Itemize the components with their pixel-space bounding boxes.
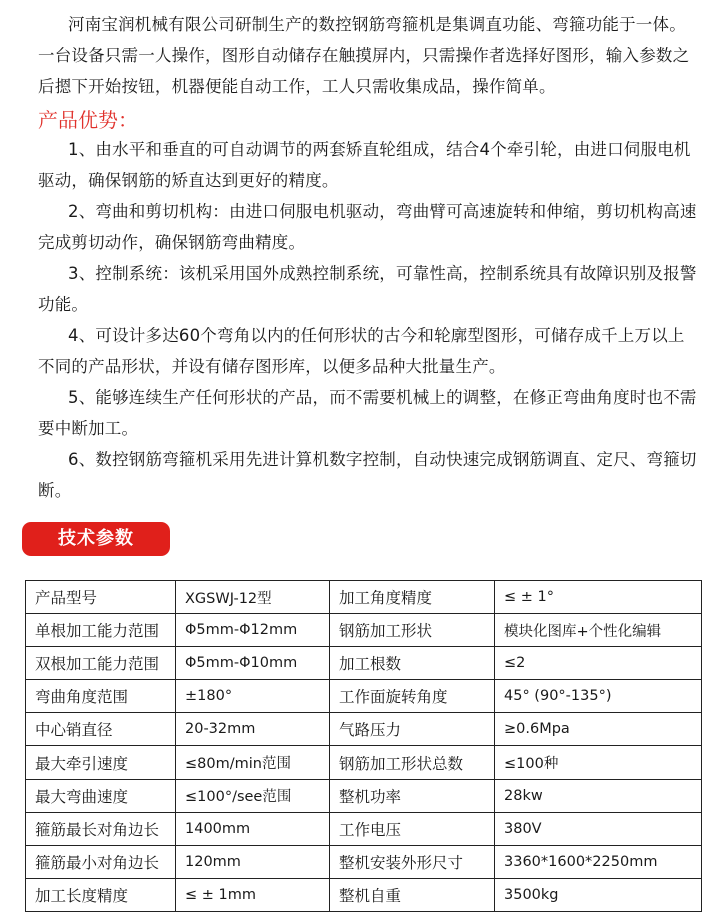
param-label: 整机安装外形尺寸 [330,845,495,878]
param-value: ≤100°/see范围 [176,779,330,812]
advantage-item-6: 6、数控钢筋弯箍机采用先进计算机数字控制，自动快速完成钢筋调直、定尺、弯箍切断。 [38,450,697,500]
param-label: 加工角度精度 [330,581,495,614]
param-value: XGSWJ-12型 [176,581,330,614]
param-value: 20-32mm [176,713,330,746]
param-label: 工作面旋转角度 [330,680,495,713]
advantage-item-2: 2、弯曲和剪切机构：由进口伺服电机驱动，弯曲臂可高速旋转和伸缩，剪切机构高速完成剪切动作，确保钢筋弯曲精度。 [38,202,697,252]
param-label: 中心销直径 [26,713,176,746]
param-value: 3500kg [495,878,702,911]
tech-params-table [25,580,702,912]
advantages-heading: 产品优势： [38,108,138,132]
param-value: 120mm [176,845,330,878]
table-row [26,713,702,746]
param-label: 箍筋最小对角边长 [26,845,176,878]
advantage-item-3: 3、控制系统：该机采用国外成熟控制系统，可靠性高，控制系统具有故障识别及报警功能。 [38,264,697,314]
param-label: 最大牵引速度 [26,746,176,779]
param-value: ±180° [176,680,330,713]
table-row [26,878,702,911]
param-value: 3360*1600*2250mm [495,845,702,878]
param-value: ≤ ± 1mm [176,878,330,911]
intro-paragraph: 河南宝润机械有限公司研制生产的数控钢筋弯箍机是集调直功能、弯箍功能于一体。一台设备只需一人操作，图形自动储存在触摸屏内，只需操作者选择好图形，输入参数之后摁下开始按钮，机器便能自动工作，工人只需收集成品，操作简单。 [38,15,690,96]
param-label: 加工根数 [330,647,495,680]
param-label: 工作电压 [330,812,495,845]
param-value: ≤80m/min范围 [176,746,330,779]
param-label: 双根加工能力范围 [26,647,176,680]
table-row [26,812,702,845]
advantage-item-4: 4、可设计多达60个弯角以内的任何形状的古今和轮廓型图形，可储存成千上万以上不同的产品形状，并设有储存图形库，以便多品种大批量生产。 [38,326,685,376]
param-value: ≤100种 [495,746,702,779]
param-label: 加工长度精度 [26,878,176,911]
param-label: 产品型号 [26,581,176,614]
param-value: ≤ ± 1° [495,581,702,614]
table-row [26,680,702,713]
advantage-item-5: 5、能够连续生产任何形状的产品，而不需要机械上的调整，在修正弯曲角度时也不需要中断加工。 [38,388,697,438]
param-value: 28kw [495,779,702,812]
param-value: 1400mm [176,812,330,845]
param-value: Φ5mm-Φ10mm [176,647,330,680]
param-value: Φ5mm-Φ12mm [176,614,330,647]
param-value: ≥0.6Mpa [495,713,702,746]
table-row [26,581,702,614]
param-value: 模块化图库+个性化编辑 [495,614,702,647]
param-label: 最大弯曲速度 [26,779,176,812]
tech-params-badge: 技术参数 [22,522,170,556]
param-label: 整机自重 [330,878,495,911]
param-label: 单根加工能力范围 [26,614,176,647]
param-value: ≤2 [495,647,702,680]
param-label: 箍筋最长对角边长 [26,812,176,845]
table-row [26,779,702,812]
param-value: 45° (90°-135°) [495,680,702,713]
table-row [26,614,702,647]
param-label: 钢筋加工形状总数 [330,746,495,779]
table-row [26,647,702,680]
param-label: 钢筋加工形状 [330,614,495,647]
advantage-item-1: 1、由水平和垂直的可自动调节的两套矫直轮组成，结合4个牵引轮，由进口伺服电机驱动，确保钢筋的矫直达到更好的精度。 [38,140,691,190]
table-row [26,746,702,779]
param-label: 气路压力 [330,713,495,746]
param-value: 380V [495,812,702,845]
table-row [26,845,702,878]
param-label: 整机功率 [330,779,495,812]
param-label: 弯曲角度范围 [26,680,176,713]
